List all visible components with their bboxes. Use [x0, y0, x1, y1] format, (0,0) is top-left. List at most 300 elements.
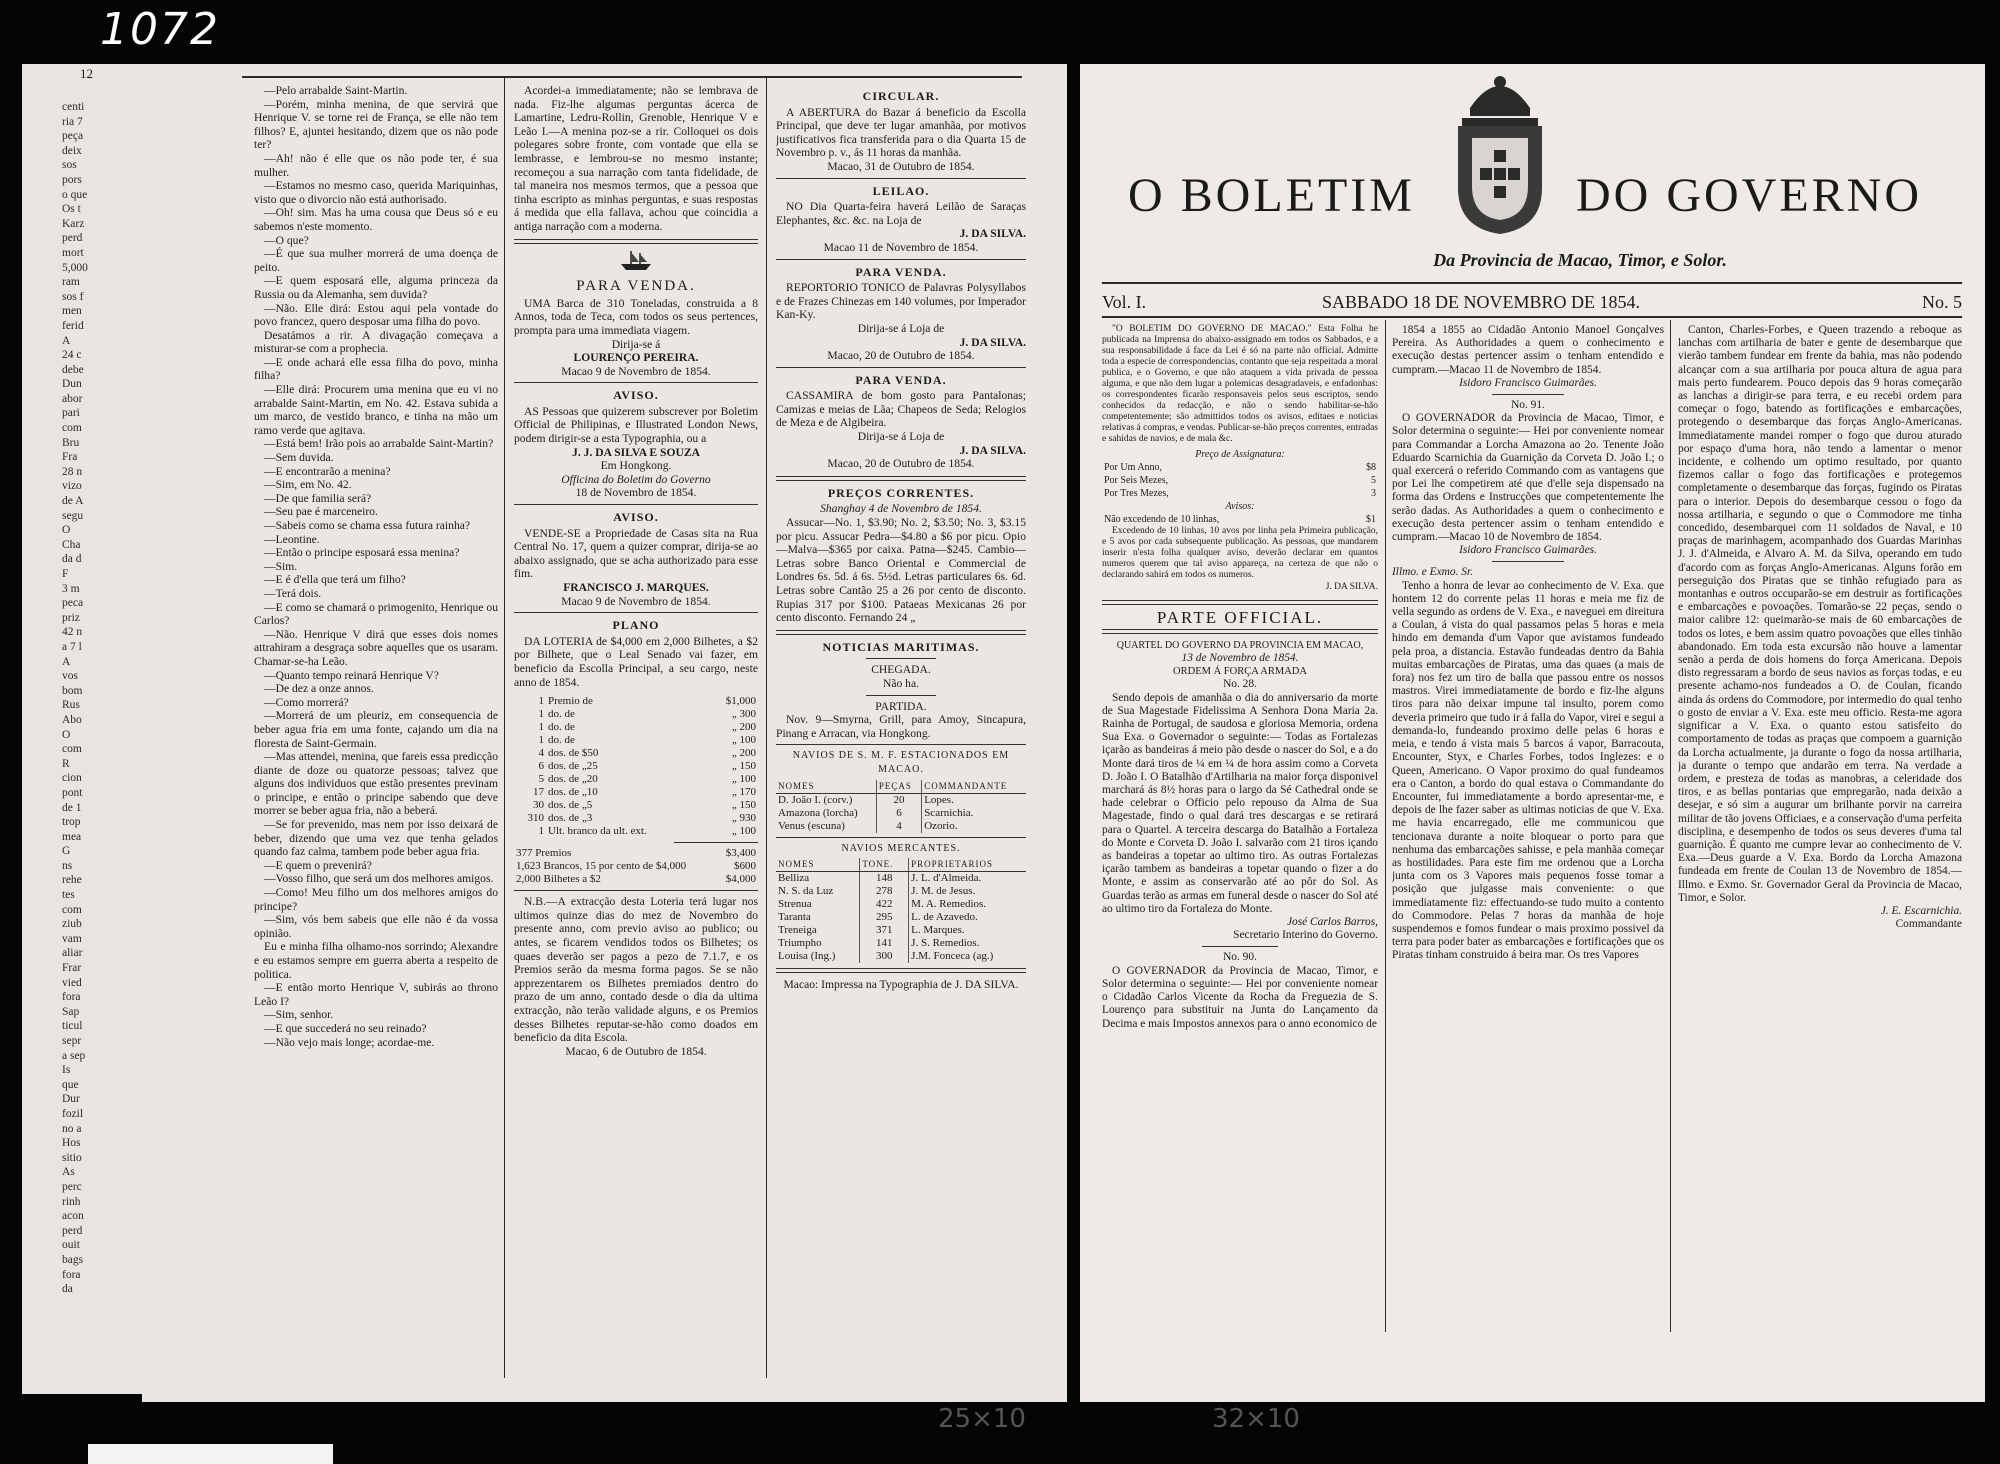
- lottery-row: [514, 786, 758, 799]
- lottery-date: Macao, 6 de Outubro de 1854.: [565, 1044, 707, 1058]
- film-edge-label: [88, 1444, 333, 1464]
- lottery-total-label: 2,000 Bilhetes a $2: [516, 873, 601, 886]
- strip-fragment: com: [62, 422, 82, 435]
- strip-fragment: o que: [62, 188, 88, 201]
- quartel-date: 13 de Novembro de 1854.: [1181, 652, 1299, 665]
- lottery-qty: 1: [538, 721, 544, 734]
- merchant-ship-cell: N. S. da Luz: [776, 885, 860, 898]
- signature-guimaraes: Isidoro Francisco Guimarães.: [1459, 376, 1597, 389]
- front-newspaper-page: [1080, 64, 1985, 1402]
- merchant-ship-cell: 295: [860, 911, 909, 924]
- story-paragraph: —Sim.: [264, 559, 298, 573]
- strip-fragment: de 1: [62, 801, 82, 814]
- story-paragraph: —Porém, minha menina, de que servirá que Henrique V. se torne rei de França, se elle não tem filhos? E, ajuntei hesitando, dizem que os não pode ter?: [254, 97, 498, 152]
- aviso1-text: AS Pessoas que quizerem subscrever por Boletim Official de Philipinas, e Illustrated London News, podem dirigir-se a esta Typographia, ou a: [514, 404, 758, 446]
- letter-text: Tenho a honra de levar ao conhecimento de V. Exa. que hontem 12 do corrente pelas 11 horas e meia me fiz de vella segundo as ordens de V. Exa., e naveguei em direitura a Coulan, á vista do qual passamos pelas 5 horas e meia hindo em demanda d'um Vapor que avistamos fundeado pela proa, a distancia. Estavão fundeadas dentro da Bahia muitas embarcações de Piratas, uma das quaes (a mais de fora) nos fez um tiro de balla que passou entre os nossos mastros. Virei immediatamente de bordo e fiz-lhe alguns tiros para não deixar impune tal insulto, porem como deveria primeiro que tudo ir á falla do Vapor, virei e segui a demanda-lo, fundeando proximo delle pelas 6 horas e meia, e tendo á vista mais 5 barcos á vapor, Barracouta, Encounter, Styx, e Charles Forbes, todos Inglezes: e o Queen, Americano. O Vapor proximo do qual fundeamos era o Canton, a bordo do qual estava o Commandante do Encounter, fui immediatamente a bordo apresentar-me, e depois de lhe fazer saber as ultimas noticias de que V. Exa. me havia encarregado, elle me communicou que tencionava durante a noite bloquear o porto para que nenhuma das embarcações sahisse, e pela manhãa começar as hostilidades. Para este fim me ordenou que a Lorcha junta com os 3 Vapores mais pequenos fosse tomar a posição que julgasse mais conveniente: o que immediatamente fiz: effectuando-se tudo muito a contento do Commodore. Pelas 7 horas da manhãa de hoje suspendemos e fomos fundear o mais proximo possivel da terra para poder bater as embarcações e fortificações que os Piratas tinham construido á beira mar. Os tres Vapores: [1392, 579, 1664, 962]
- story-paragraph: —De que familia será?: [264, 491, 372, 505]
- lottery-qty: 1: [538, 734, 544, 747]
- merchant-ship-cell: Belliza: [776, 872, 860, 886]
- frame-number: 1072: [100, 4, 220, 55]
- merchant-ship-cell: M. A. Remedios.: [911, 898, 987, 911]
- story-paragraph: —Sabeis como se chama essa futura rainha?: [264, 519, 471, 532]
- coat-of-arms-crest: [1440, 68, 1560, 238]
- decree-91-number: No. 91.: [1511, 399, 1545, 412]
- story-paragraph: —Não. Henrique V dirá que esses dois nomes attrahiram a desgraça sobre aquelles que os usaram. Chamar-se-ha Leão.: [254, 627, 498, 668]
- lottery-note: N.B.—A extracção desta Loteria terá lugar nos ultimos quinze dias do mez de Novembro do presente anno, com previo aviso ao publico; ou antes, se ficarem vendidos todos os Bilhetes; os quaes deverão ser pagos a pezo de 7.1.7, e os Premios serão da mesma forma pagos. Se se não apprezentarem os Bilhetes premiados dentro do prazo de um anno, contado desde o dia da ultima extracção, não terão validade alguns, e os Premios desses Bilhetes reputar-se-hão como doados em beneficio da dita Escola.: [514, 895, 758, 1045]
- decree-90-continuation: 1854 a 1855 ao Cidadão Antonio Manoel Gonçalves Pereira. As Authoridades a quem o conhecimento e execução destas pertencer assim o tenham entendido e cumpram.—Macao 11 de Novembro de 1854.: [1392, 324, 1664, 376]
- strip-fragment: rehe: [62, 874, 82, 887]
- lottery-label: do. de: [548, 734, 575, 747]
- strip-fragment: 3 m: [62, 582, 80, 595]
- strip-fragment: rinh: [62, 1195, 81, 1208]
- lottery-value: „ 300: [731, 708, 756, 721]
- strip-fragment: no a: [62, 1122, 82, 1135]
- strip-fragment: O: [62, 524, 71, 537]
- story-paragraph: —E é d'ella que terá um filho?: [264, 573, 406, 587]
- lottery-qty: 17: [533, 786, 544, 799]
- issue-number: No. 5: [1922, 292, 1962, 312]
- merchant-ships-table: [776, 858, 1026, 963]
- strip-fragment: pont: [62, 786, 83, 799]
- merchant-ship-column-header: PROPRIETARIOS: [909, 858, 1026, 872]
- merchant-ship-cell: 278: [860, 885, 909, 898]
- strip-fragment: Karz: [62, 217, 85, 230]
- story-paragraph: —Sim, senhor.: [264, 1008, 334, 1022]
- story-paragraph: Eu e minha filha olhamo-nos sorrindo; Alexandre e eu estamos sempre em guerra aberta a respeito de politica.: [254, 940, 498, 981]
- lottery-label: dos. de $50: [548, 747, 599, 760]
- leilao-heading: LEILAO.: [872, 183, 930, 198]
- letter-salutation: Illmo. e Exmo. Sr.: [1392, 566, 1473, 579]
- strip-fragment: trop: [62, 816, 81, 829]
- decree-90-text: O GOVERNADOR da Provincia de Macao, Timor, e Solor determina o seguinte:— Hei por conveniente nomear o Cidadão Carlos Vicente da Rocha da Freguezia de S. Lourenço para substituir na Junta do Lançamento da Decima e mais Impostos annexos para o anno economico de: [1102, 964, 1378, 1030]
- strip-fragment: pors: [62, 173, 82, 186]
- strip-fragment: debe: [62, 363, 84, 376]
- strip-fragment: 24 c: [62, 349, 82, 362]
- plano-text: DA LOTERIA de $4,000 em 2,000 Bilhetes, a $2 por Bilhete, que o Leal Senado vai fazer, em beneficio da Escolla Principal, a seu cargo, neste anno de 1854.: [514, 634, 758, 689]
- left-newspaper-page: [142, 64, 1067, 1402]
- story-paragraph: —Quanto tempo reinará Henrique V?: [264, 668, 439, 682]
- lottery-qty: 30: [533, 799, 544, 812]
- lottery-row: [514, 760, 758, 773]
- naval-ship-cell: Ozorio.: [924, 819, 958, 832]
- merchant-ship-row: [776, 950, 1026, 963]
- lottery-row: [514, 695, 758, 708]
- strip-fragment: ns: [62, 859, 73, 872]
- story-paragraph: —Sim, em No. 42.: [264, 478, 352, 492]
- lottery-value: „ 150: [731, 799, 756, 812]
- venda2-date: Macao, 20 de Outubro de 1854.: [827, 349, 975, 363]
- strip-fragment: G: [62, 845, 71, 858]
- strip-fragment: R: [62, 757, 70, 770]
- venda2-heading: PARA VENDA.: [855, 264, 947, 279]
- strip-fragment: Dur: [62, 1093, 80, 1106]
- lottery-value: „ 100: [731, 773, 756, 786]
- strip-fragment: centi: [62, 101, 85, 113]
- strip-fragment: vizo: [62, 480, 82, 493]
- story-paragraph: —Oh! sim. Mas ha uma cousa que Deus só e eu sabemos n'este momento.: [254, 206, 498, 233]
- precos-heading: PREÇOS CORRENTES.: [827, 485, 975, 500]
- story-paragraph: —Pelo arrabalde Saint-Martin.: [264, 84, 408, 97]
- merchant-ship-cell: 300: [860, 950, 909, 963]
- lottery-row: [514, 734, 758, 747]
- venda3-text: CASSAMIRA de bom gosto para Pantalonas; Camizas e meias de Lãa; Chapeos de Seda; Relogios de Meza e de Algibeira.: [776, 389, 1026, 430]
- merchant-ship-header-row: [776, 858, 1026, 872]
- leilao-date: Macao 11 de Novembro de 1854.: [823, 240, 979, 254]
- strip-fragment: que: [62, 1078, 79, 1091]
- story-paragraph: —Seu pae é marceneiro.: [264, 505, 378, 519]
- lottery-label: do. de: [548, 708, 575, 721]
- venda2-contact: Dirija-se á Loja de: [857, 321, 945, 335]
- ordem-heading: ORDEM Á FORÇA ARMADA: [1173, 666, 1307, 678]
- subscription-value: 5: [1371, 475, 1376, 487]
- venda-text: UMA Barca de 310 Toneladas, construida a 8 Annos, toda de Teca, com todos os seus pertences, prompta para uma immediata viagem.: [514, 296, 758, 337]
- issue-date: SABBADO 18 DE NOVEMBRO DE 1854.: [1322, 292, 1641, 312]
- venda-heading: PARA VENDA.: [576, 278, 696, 295]
- issue-line: [1102, 290, 1962, 316]
- subscription-price-table: [1102, 461, 1378, 500]
- aviso2-date: Macao 9 de Novembro de 1854.: [561, 594, 711, 608]
- story-paragraph: —Como! Meu filho um dos melhores amigos do principe?: [254, 886, 498, 913]
- venda-date: Macao 9 de Novembro de 1854.: [561, 364, 711, 378]
- strip-fragment: com: [62, 903, 82, 916]
- notices-column: [776, 84, 1026, 1384]
- naval-ship-cell: 6: [876, 807, 921, 820]
- story-paragraph: —Mas attendei, menina, que fareis essa predicção diante de doze ou quatorze pessoas; talvez que alguns dos individuos que estão presentes previnam o principe, e então o principe sabendo que deve morrer se beber agua fria, não a beberá.: [254, 750, 498, 818]
- volume-number: Vol. I.: [1102, 292, 1147, 312]
- strip-fragment: Cha: [62, 538, 81, 551]
- strip-fragment: ram: [62, 276, 80, 289]
- lottery-label: do. de: [548, 721, 575, 734]
- lottery-total-label: 1,623 Brancos, 15 por cento de $4,000: [516, 860, 687, 873]
- advertisements-column: [514, 84, 758, 1384]
- subscription-value: 3: [1371, 488, 1376, 500]
- front-column-3: [1678, 324, 1962, 1334]
- publication-notice: "O BOLETIM DO GOVERNO DE MACAO." Esta Folha he publicada na Imprensa do abaixo-assignado em todos os Sabbados, e a sua responsabilidade á face da Lei é só na parte não official. Admitte toda a especie de correspondencias, contanto que seja respeitada a moral publica, e o Governo, e que não ataquem a vida privada de pessoa alguma, e que não dem lugar a polemicas desagradaveis, e enfadonhas: os correspondentes ficarão responsaveis pelos seus escriptos, sendo conhecidos da redacção, e não o sendo habilitar-se-hão competentemente; são admittidos todos os avisos, editaes e noticias relativas á compras, e vendas. Publicar-se-hão preços correntes, entradas e sahidas de navios, e de mala &c.: [1102, 324, 1378, 444]
- merchant-ship-cell: 141: [860, 937, 909, 950]
- ordem-number: No. 28.: [1223, 678, 1257, 691]
- strip-fragment: 28 n: [62, 465, 83, 478]
- merchant-ship-cell: 371: [860, 924, 909, 937]
- story-paragraph: —De dez a onze annos.: [264, 682, 374, 696]
- merchant-ship-cell: 422: [860, 898, 909, 911]
- lottery-value: „ 200: [731, 721, 756, 734]
- naval-ship-cell: Lopes.: [924, 793, 954, 806]
- letter-signature-title: Commandante: [1895, 918, 1962, 931]
- naval-ship-header-row: [776, 780, 1026, 794]
- strip-fragment: peça: [62, 130, 84, 143]
- mercantes-heading: NAVIOS MERCANTES.: [841, 842, 961, 854]
- noticias-heading: NOTICIAS MARITIMAS.: [822, 639, 980, 654]
- story-paragraph: —Terá dois.: [264, 586, 322, 600]
- lottery-qty: 1: [538, 708, 544, 721]
- strip-fragment: A: [62, 655, 71, 668]
- strip-page-number: 12: [80, 66, 93, 81]
- strip-fragment: sepr: [62, 1035, 82, 1047]
- merchant-ship-row: [776, 911, 1026, 924]
- aviso2-name: FRANCISCO J. MARQUES.: [563, 581, 709, 594]
- quartel-heading: QUARTEL DO GOVERNO DA PROVINCIA EM MACAO,: [1116, 639, 1364, 651]
- letter-signature: J. E. Escarnichia.: [1880, 904, 1962, 917]
- strip-fragment: aliar: [62, 947, 83, 960]
- strip-fragment: sos: [62, 159, 77, 172]
- naval-ships-table: [776, 780, 1026, 833]
- lottery-row: [514, 773, 758, 786]
- decree-91-text: O GOVERNADOR da Provincia de Macao, Timor, e Solor determina o seguinte:— Hei por conveniente nomear para Commandar a Lorcha Amazona ao 2o. Tenente João Eduardo Scarnichia da Guarnição da Corveta D. João I.; o qual exercerá o referido Commando com as vantagens que por Lei lhe competirem até que d'elle seja dispensado na forma das Ordens e Instrucções que competentemente lhe serão dadas. As Authoridades a quem o conhecimento e execução desta pertencer assim o tenham entendido e cumpram.—Macao 10 de Novembro de 1854.: [1392, 412, 1664, 544]
- strip-fragment: ferid: [62, 319, 84, 332]
- lottery-row: [514, 812, 758, 825]
- naval-ship-column-header: NOMES: [776, 780, 876, 794]
- strip-fragment: perd: [62, 1224, 83, 1237]
- ads-price-value: $1: [1366, 514, 1376, 526]
- chegada-heading: CHEGADA.: [871, 663, 931, 677]
- subscription-label: Por Um Anno,: [1104, 462, 1163, 474]
- lottery-label: dos. de „25: [548, 760, 598, 773]
- story-ending: Acordei-a immediatamente; não se lembrava de nada. Fiz-lhe algumas perguntas ácerca de Lamartine, Ledru-Rollin, Grenoble, Henrique V e Leão I.—A menina poz-se a rir. Colloquei os dois polegares sobre fronte, com vontade que ella se lembrasse, e lembrou-se no mesmo instante; recomeçou a sua narração com tanta fidelidade, de tal maneira nos mesmos termos, que a pessoa que tinha escripto as minhas perguntas, e suas respostas á medida que ella fallava, achou que coincidia a antiga narração com a moderna.: [514, 84, 758, 233]
- lottery-total-value: $600: [734, 860, 756, 873]
- precos-text: Assucar—No. 1, $3.90; No. 2, $3.50; No. 3, $3.15 por picu. Assucar Pedra—$4.80 a $6 por picu. Opio—Malva—$365 por caixa. Patna—$245. Cambio—Letras sobre Banco Oriental e Commercial de Londres 6s. 5d. á 6s. 5½d. Letras particulares 6s. 6d. Letras sobre Cantão 25 a 26 por cento de disconto. Rupias 317 por $100. Pataeas Mexicanas 26 por cento disconto. Fernando 24 „: [776, 516, 1026, 625]
- story-paragraph: —E então morto Henrique V, subirás ao throno Leão I?: [254, 981, 498, 1008]
- strip-fragment: sitio: [62, 1151, 82, 1164]
- naval-ship-cell: Scarnichia.: [924, 806, 974, 819]
- decree-90-number: No. 90.: [1223, 951, 1257, 964]
- strip-fragment: F: [62, 568, 69, 580]
- story-paragraph: —Morrerá de um pleuriz, em consequencia de beber agua fria em uma fonte, cajando um dia na floresta de Saint-Germain.: [254, 709, 498, 750]
- ship-icon: [514, 249, 758, 275]
- venda2-text: REPORTORIO TONICO de Palavras Polysyllabos e de Frazes Chinezas em 140 volumes, por Imperador Kan-Ky.: [776, 281, 1026, 322]
- lottery-total-value: $3,400: [725, 847, 756, 860]
- subscription-row: [1102, 474, 1378, 487]
- film-mark: 32×10: [1212, 1404, 1300, 1434]
- story-paragraph: —E onde achará elle essa filha do povo, minha filha?: [254, 355, 498, 383]
- strip-fragment: 5,000: [62, 261, 88, 274]
- story-paragraph: —É que sua mulher morrerá de uma doença de peito.: [254, 247, 498, 274]
- merchant-ship-cell: J. M. de Jesus.: [911, 885, 976, 898]
- strip-fragment: fozil: [62, 1107, 84, 1120]
- lottery-totals: [514, 847, 758, 886]
- merchant-ship-cell: L. Marques.: [911, 924, 965, 937]
- aviso1-name: J. J. DA SILVA E SOUZA: [572, 445, 700, 459]
- subscription-label: Por Tres Mezes,: [1104, 488, 1169, 500]
- lottery-row: [514, 825, 758, 838]
- subscription-value: $8: [1366, 462, 1376, 474]
- precos-place: Shanghay 4 de Novembro de 1854.: [820, 502, 982, 516]
- strip-fragment: com: [62, 743, 82, 756]
- strip-fragment: bags: [62, 1253, 84, 1266]
- story-paragraph: Desatámos a rir. A divagação começava a misturar-se com a prophecia.: [254, 328, 498, 356]
- story-paragraph: —Ah! não é elle que os não pode ter, é sua mulher.: [254, 151, 498, 179]
- strip-fragment: fora: [62, 991, 81, 1004]
- lottery-label: dos. de „20: [548, 773, 598, 786]
- front-column-2: [1392, 324, 1664, 1334]
- strip-fragment: pari: [62, 407, 80, 420]
- venda-name: LOURENÇO PEREIRA.: [573, 351, 699, 365]
- merchant-ship-column-header: TONE.: [860, 858, 909, 872]
- partida-text: Nov. 9—Smyrna, Grill, para Amoy, Sincapura, Pinang e Arracan, via Hongkong.: [776, 713, 1026, 740]
- ads-price-label: Não excedendo de 10 linhas,: [1104, 514, 1220, 526]
- strip-fragment: vam: [62, 932, 82, 945]
- parte-official-heading: PARTE OFFICIAL.: [1156, 607, 1324, 627]
- lottery-qty: 1: [538, 695, 544, 708]
- naval-ship-cell: Amazona (lorcha): [776, 807, 876, 820]
- strip-fragment: Sap: [62, 1005, 80, 1018]
- strip-fragment: A: [62, 334, 71, 347]
- story-paragraph: —O que?: [264, 233, 309, 247]
- lottery-value: „ 100: [731, 734, 756, 747]
- strip-fragment: Abo: [62, 713, 82, 726]
- serial-story-column: [254, 84, 498, 1384]
- strip-fragment: a sep: [62, 1049, 86, 1062]
- merchant-ship-row: [776, 924, 1026, 937]
- signature-guimaraes: Isidoro Francisco Guimarães.: [1459, 544, 1597, 557]
- venda3-heading: PARA VENDA.: [855, 372, 947, 387]
- aviso1-date: 18 de Novembro de 1854.: [575, 486, 697, 500]
- strip-fragment: O: [62, 728, 71, 741]
- story-paragraph: —E quem o prevenirá?: [264, 858, 372, 872]
- strip-fragment: cion: [62, 772, 82, 785]
- film-mark: 25×10: [938, 1404, 1026, 1434]
- lottery-qty: 1: [538, 825, 544, 838]
- lottery-qty: 6: [538, 760, 544, 773]
- story-paragraph: —Sim, vós bem sabeis que elle não é da vossa opinião.: [254, 913, 498, 940]
- strip-fragment: mea: [62, 830, 82, 843]
- lottery-qty: 310: [527, 812, 544, 825]
- leilao-text: NO Dia Quarta-feira haverá Leilão de Saraças Elephantes, &c. &c. na Loja de: [776, 200, 1026, 227]
- venda3-name: J. DA SILVA.: [959, 443, 1026, 457]
- strip-fragment: fora: [62, 1268, 81, 1281]
- story-paragraph: —Se for prevenido, mas nem por isso deixará de beber, dizendo que uma vez que tenha gelados quando faz calma, tambem pode beber agua fria.: [254, 818, 498, 859]
- strip-fragment: Frar: [62, 962, 82, 975]
- aviso1-heading: AVISO.: [613, 388, 659, 403]
- strip-fragment: abor: [62, 392, 83, 405]
- strip-fragment: da d: [62, 553, 82, 566]
- lottery-row: [514, 799, 758, 812]
- aviso1-office: Officina do Boletim do Governo: [561, 472, 711, 486]
- strip-fragment: da: [62, 1283, 73, 1296]
- strip-text-fragments: [62, 100, 132, 1297]
- story-paragraph: —Não. Elle dirá: Estou aqui pela vontade do povo francez, quero desposar uma filha do povo.: [254, 301, 498, 329]
- signature-title: Secretario Interino do Governo.: [1233, 929, 1378, 942]
- strip-fragment: mort: [62, 246, 84, 259]
- strip-fragment: Fra: [62, 451, 78, 464]
- lottery-label: dos. de „3: [548, 812, 593, 825]
- precos-assignatura-heading: Preço de Assignatura:: [1195, 449, 1285, 460]
- story-paragraph: —E como se chamará o primogenito, Henrique ou Carlos?: [254, 600, 498, 628]
- avisos-heading: Avisos:: [1225, 501, 1255, 513]
- naval-ship-cell: Venus (escuna): [776, 820, 876, 833]
- strip-fragment: ria 7: [62, 115, 83, 128]
- naval-ship-cell: 20: [876, 793, 921, 807]
- strip-fragment: peca: [62, 597, 84, 610]
- naval-ship-cell: 4: [876, 820, 921, 833]
- merchant-ship-cell: J. L. d'Almeida.: [911, 872, 982, 885]
- lottery-value: „ 200: [731, 747, 756, 760]
- story-paragraph: —Está bem! Irão pois ao arrabalde Saint-Martin?: [264, 437, 494, 451]
- strip-fragment: deix: [62, 144, 82, 157]
- naval-ship-row: [776, 807, 1026, 820]
- merchant-ship-cell: Taranta: [776, 911, 860, 924]
- venda3-contact: Dirija-se á Loja de: [857, 430, 945, 444]
- merchant-ship-row: [776, 885, 1026, 898]
- adjacent-page-strip: [22, 64, 142, 1394]
- merchant-ship-row: [776, 872, 1026, 886]
- strip-fragment: bom: [62, 684, 83, 697]
- merchant-ship-row: [776, 937, 1026, 950]
- strip-fragment: Hos: [62, 1137, 81, 1150]
- strip-fragment: men: [62, 305, 82, 318]
- lottery-label: dos. de „10: [548, 786, 598, 799]
- strip-fragment: ziub: [62, 918, 82, 931]
- masthead-title-right: DO GOVERNO: [1576, 169, 1922, 222]
- strip-fragment: perd: [62, 232, 83, 245]
- naval-ship-cell: D. João I. (corv.): [776, 793, 876, 807]
- lottery-value: „ 170: [731, 786, 756, 799]
- naval-ship-row: [776, 820, 1026, 833]
- strip-fragment: perc: [62, 1180, 82, 1193]
- naval-ship-row: [776, 793, 1026, 807]
- merchant-ship-cell: Louisa (Ing.): [776, 950, 860, 963]
- merchant-ship-cell: 148: [860, 872, 909, 886]
- lottery-value: „ 150: [731, 760, 756, 773]
- lottery-value: „ 930: [731, 812, 756, 825]
- lottery-row: [514, 708, 758, 721]
- lottery-total-label: 377 Premios: [516, 847, 572, 860]
- strip-fragment: sos f: [62, 290, 84, 303]
- strip-fragment: segu: [62, 509, 84, 522]
- aviso2-text: VENDE-SE a Propriedade de Casas sita na Rua Central No. 17, quem a quizer comprar, dirija-se ao abaixo assignado, que se acha authorizado para esse fim.: [514, 526, 758, 581]
- strip-fragment: 42 n: [62, 626, 83, 639]
- merchant-ship-column-header: NOMES: [776, 858, 860, 872]
- strip-fragment: ouit: [62, 1239, 80, 1252]
- strip-fragment: tes: [62, 889, 75, 902]
- letter-continuation: Canton, Charles-Forbes, e Queen trazendo a reboque as lanchas com artilharia de bater e gente de desembarque que vierão tambem fundear em frente da bahia, mas não podendo alcançar com a sua artilharia por pouca altura de agua para mais perto fundearem. Pouco depois das 9 horas começarão as lanchas a dirigir-se para terra, e eu recebi ordem para começar o fogo, batendo as fortificações e embarcações, protegendo o desembarque das forças Anglo-Americanas. Immediatamente mandei romper o fogo que durou aturado por espaço d'uma hora, não tendo a lamentar o menor incidente, e colhendo um optimo resultado, por quanto fizemos callar o fogo das fortificações e protegemos completamente o desembarque das forças, fugindo os Piratas para o interior. Depois do desembarque cessou o fogo da nossa artilharia, e segundo o que o Commodore me tinha concedido, desembarquei com 11 soldados de Naval, e 10 praças de marinhagem, acompanhado dos Guardas Marinhas J. J. d'Almeida, e Alvaro A. M. da Silva, operando em tudo d'acordo com as forças Anglo-Americanas. Alguns forão em perseguição dos Piratas que se tinhão refugiado para as montanhas e outros occuparão-se em destruir as fortificações e embarcações e povoações. Tomarão-se 22 peças, sendo o maior calibre 12: queimarão-se mais de 60 embarcações de todos os lotes, e bem assim quatro povoações que elles tinhão abandonado. Em toda esta excursão não houve a lamentar senão a perda de dois homens do força Americana. Depois disto regressaram a bordo de seus navios as forças todas, e eu presente achamo-nos fundeados a O. de Coulan, ficando ainda ás ordens do Commodore, por intermedio do qual tenho o gosto de enviar a V. Exa. este meu officio. Resta-me agora significar a V. Exa. o quanto estou satisfeito do comportamento de todas as praças que compoem a guarnição da Lorcha actualmente, ja durante o fogo da nossa artilharia, ja durante o tempo que andarão em terra. Na verdade a ordem, e presteza de todas as manobras, a celeridade dos tiros, e as bellas pontarias que empregarão, nada deixão a desejar, e só sim a augurar um brilhante porvir na carreira militar de tão jovens Officiaes, e a conservação d'uma perfeita disciplina, e desempenho de todos os seus deveres d'uma tal guarnição. É quanto me cumpre levar ao conhecimento de V. Exa.—Deus guarde a V. Exa. Bordo da Lorcha Amazona fundeada em frente de Coulan 13 de Novembro de 1854.—Illmo. e Exmo. Sr. Governador Geral da Provincia de Macao, Timor, e Solor.: [1678, 324, 1962, 904]
- naval-ship-column-header: PEÇAS: [876, 780, 921, 794]
- lottery-label: Ult. branco da ult. ext.: [548, 825, 647, 838]
- story-paragraph: —Vosso filho, que será um dos melhores amigos.: [264, 872, 494, 886]
- lottery-row: [514, 747, 758, 760]
- strip-fragment: Is: [62, 1064, 71, 1077]
- naval-ship-column-header: COMMANDANTE: [922, 780, 1026, 794]
- venda3-date: Macao, 20 de Outubro de 1854.: [827, 457, 975, 471]
- lottery-qty: 5: [538, 773, 544, 786]
- plano-heading: PLANO: [612, 618, 660, 633]
- lottery-value: $1,000: [725, 695, 756, 708]
- publisher-name: J. DA SILVA.: [1325, 582, 1378, 593]
- merchant-ship-cell: J. S. Remedios.: [911, 937, 980, 950]
- merchant-ship-row: [776, 898, 1026, 911]
- circular-date: Macao, 31 de Outubro de 1854.: [827, 159, 975, 173]
- navios-sm-heading: NAVIOS DE S. M. F. ESTACIONADOS EM MACAO.: [792, 750, 1010, 775]
- strip-fragment: Rus: [62, 699, 80, 712]
- venda-contact: Dirija-se á: [611, 337, 661, 351]
- circular-heading: CIRCULAR.: [862, 89, 940, 103]
- story-paragraph: —Então o principe esposará essa menina?: [264, 546, 460, 560]
- story-paragraph: —Estamos no mesmo caso, querida Mariquinhas, visto que o divorcio não está authorisado.: [254, 179, 498, 206]
- subscription-label: Por Seis Mezes,: [1104, 475, 1169, 487]
- merchant-ship-cell: Strenua: [776, 898, 860, 911]
- subscription-row: [1102, 461, 1378, 474]
- merchant-ship-cell: J.M. Fonceca (ag.): [911, 950, 994, 963]
- lottery-qty: 4: [538, 747, 544, 760]
- lottery-label: dos. de „5: [548, 799, 593, 812]
- lottery-label: Premio de: [548, 695, 593, 708]
- merchant-ship-cell: Triumpho: [776, 937, 860, 950]
- strip-fragment: Bru: [62, 436, 80, 449]
- strip-fragment: a 7 l: [62, 640, 82, 653]
- story-paragraph: —Sem duvida.: [264, 451, 334, 465]
- story-paragraph: —Leontine.: [264, 532, 320, 546]
- lottery-row: [514, 721, 758, 734]
- lottery-value: „ 100: [731, 825, 756, 838]
